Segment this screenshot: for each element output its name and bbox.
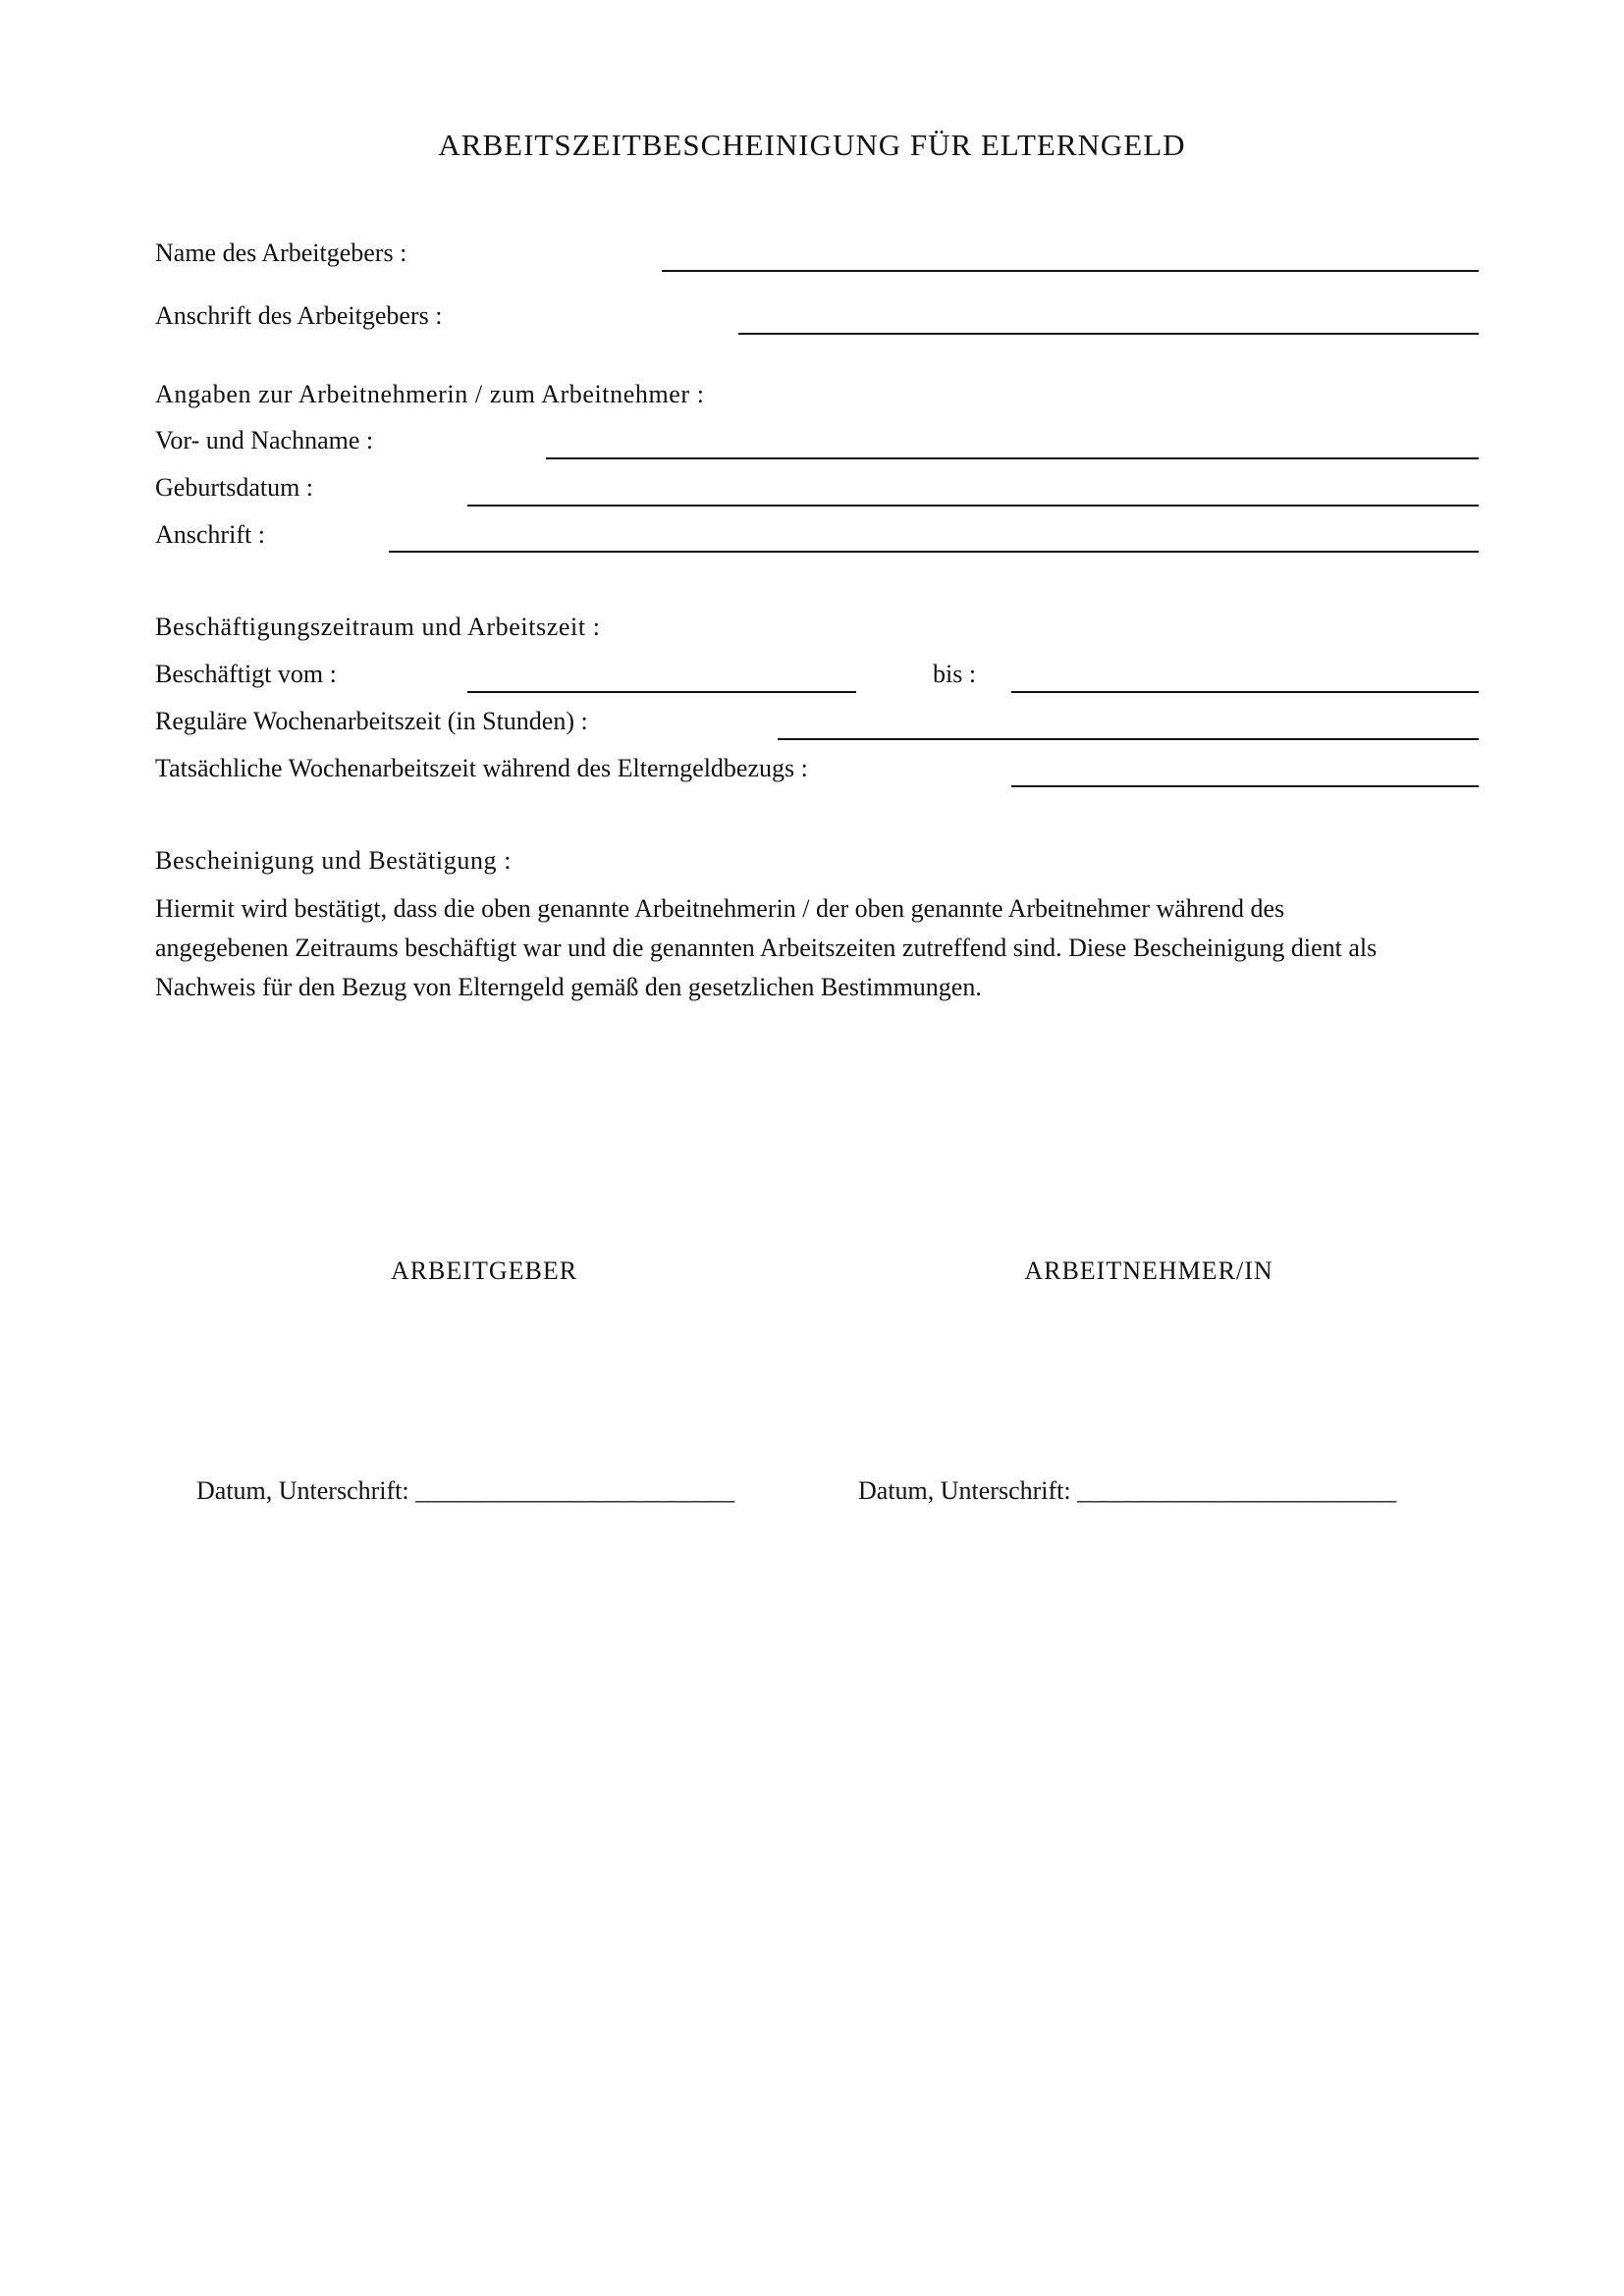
employee-birthdate-label: Geburtsdatum : bbox=[155, 473, 314, 502]
employee-section-heading: Angaben zur Arbeitnehmerin / zum Arbeitnehmer : bbox=[155, 380, 705, 408]
actual-hours-label: Tatsächliche Wochenarbeitszeit während des Elterngeldbezugs : bbox=[155, 754, 808, 782]
employee-signature-heading: ARBEITNEHMER/IN bbox=[1024, 1256, 1273, 1285]
employer-signature-heading: ARBEITGEBER bbox=[390, 1256, 578, 1285]
employment-from-field[interactable] bbox=[467, 691, 856, 693]
employee-signature-line[interactable]: Datum, Unterschrift: _________________________ bbox=[858, 1476, 1397, 1505]
employer-signature-line[interactable]: Datum, Unterschrift: _________________________ bbox=[196, 1476, 735, 1505]
employment-from-label: Beschäftigt vom : bbox=[155, 660, 337, 688]
employer-address-field[interactable] bbox=[738, 333, 1479, 335]
employee-fullname-field[interactable] bbox=[546, 457, 1479, 459]
actual-hours-field[interactable] bbox=[1011, 785, 1479, 787]
employee-fullname-label: Vor- und Nachname : bbox=[155, 426, 374, 454]
document-title: ARBEITSZEITBESCHEINIGUNG FÜR ELTERNGELD bbox=[438, 128, 1186, 162]
certification-heading: Bescheinigung und Bestätigung : bbox=[155, 846, 513, 875]
employer-address-label: Anschrift des Arbeitgebers : bbox=[155, 301, 443, 330]
regular-hours-label: Reguläre Wochenarbeitszeit (in Stunden) : bbox=[155, 707, 588, 735]
regular-hours-field[interactable] bbox=[778, 738, 1479, 740]
employment-to-field[interactable] bbox=[1011, 691, 1479, 693]
employer-name-field[interactable] bbox=[662, 270, 1479, 272]
certification-line-2: angegebenen Zeitraums beschäftigt war und die genannten Arbeitszeiten zutreffend sind. Diese Bescheinigung dient als bbox=[155, 934, 1378, 962]
certification-paragraph bbox=[155, 889, 1490, 1007]
employee-birthdate-field[interactable] bbox=[467, 505, 1479, 507]
employment-section-heading: Beschäftigungszeitraum und Arbeitszeit : bbox=[155, 613, 601, 641]
employee-address-label: Anschrift : bbox=[155, 520, 265, 549]
certification-line-3: Nachweis für den Bezug von Elterngeld gemäß den gesetzlichen Bestimmungen. bbox=[155, 973, 982, 1001]
employment-to-label: bis : bbox=[933, 660, 977, 688]
certification-line-1: Hiermit wird bestätigt, dass die oben genannte Arbeitnehmerin / der oben genannte Arbeitnehmer während des bbox=[155, 894, 1285, 923]
employee-address-field[interactable] bbox=[389, 551, 1479, 553]
employer-name-label: Name des Arbeitgebers : bbox=[155, 239, 407, 267]
